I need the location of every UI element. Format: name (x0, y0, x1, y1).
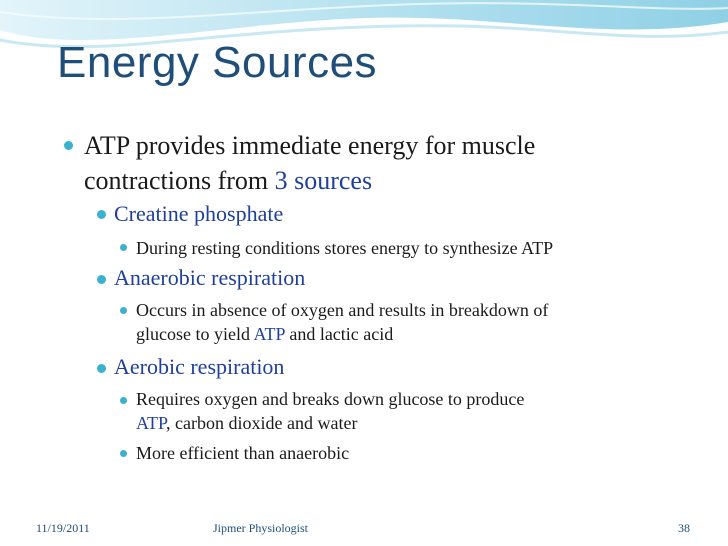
bullet-dot-icon (120, 397, 127, 404)
section-heading-creatine: Creatine phosphate (114, 201, 284, 226)
main-bullet (84, 128, 535, 198)
point-aerobic-1: Requires oxygen and breaks down glucose to produce ATP, carbon dioxide and water (136, 389, 525, 433)
bullet-dot-icon (120, 450, 127, 457)
bullet-dot-icon (97, 275, 106, 284)
bullet-dot-icon (97, 364, 106, 373)
point-aerobic-2: More efficient than anaerobic (136, 443, 350, 463)
slide-title: Energy Sources (57, 38, 378, 87)
footer-date: 11/19/2011 (36, 521, 90, 535)
footer-page-number: 38 (678, 521, 690, 535)
section-heading-anaerobic: Anaerobic respiration (114, 265, 306, 290)
main-bullet-line1: ATP provides immediate energy for muscle (84, 131, 536, 160)
bullet-dot-icon (97, 210, 106, 219)
bullet-dot-icon (120, 307, 127, 314)
section-heading-aerobic: Aerobic respiration (114, 354, 285, 379)
main-bullet-line2: contractions from 3 sources (84, 166, 373, 195)
main-bullet-highlight: 3 sources (274, 166, 373, 195)
footer-author: Jipmer Physiologist (213, 521, 309, 535)
bullet-dot-icon (120, 244, 127, 251)
bullet-dot-icon (64, 141, 73, 150)
point-anaerobic-1: Occurs in absence of oxygen and results in breakdown of glucose to yield ATP and lactic acid (136, 300, 549, 344)
point-creatine-1: During resting conditions stores energy to synthesize ATP (136, 238, 554, 258)
